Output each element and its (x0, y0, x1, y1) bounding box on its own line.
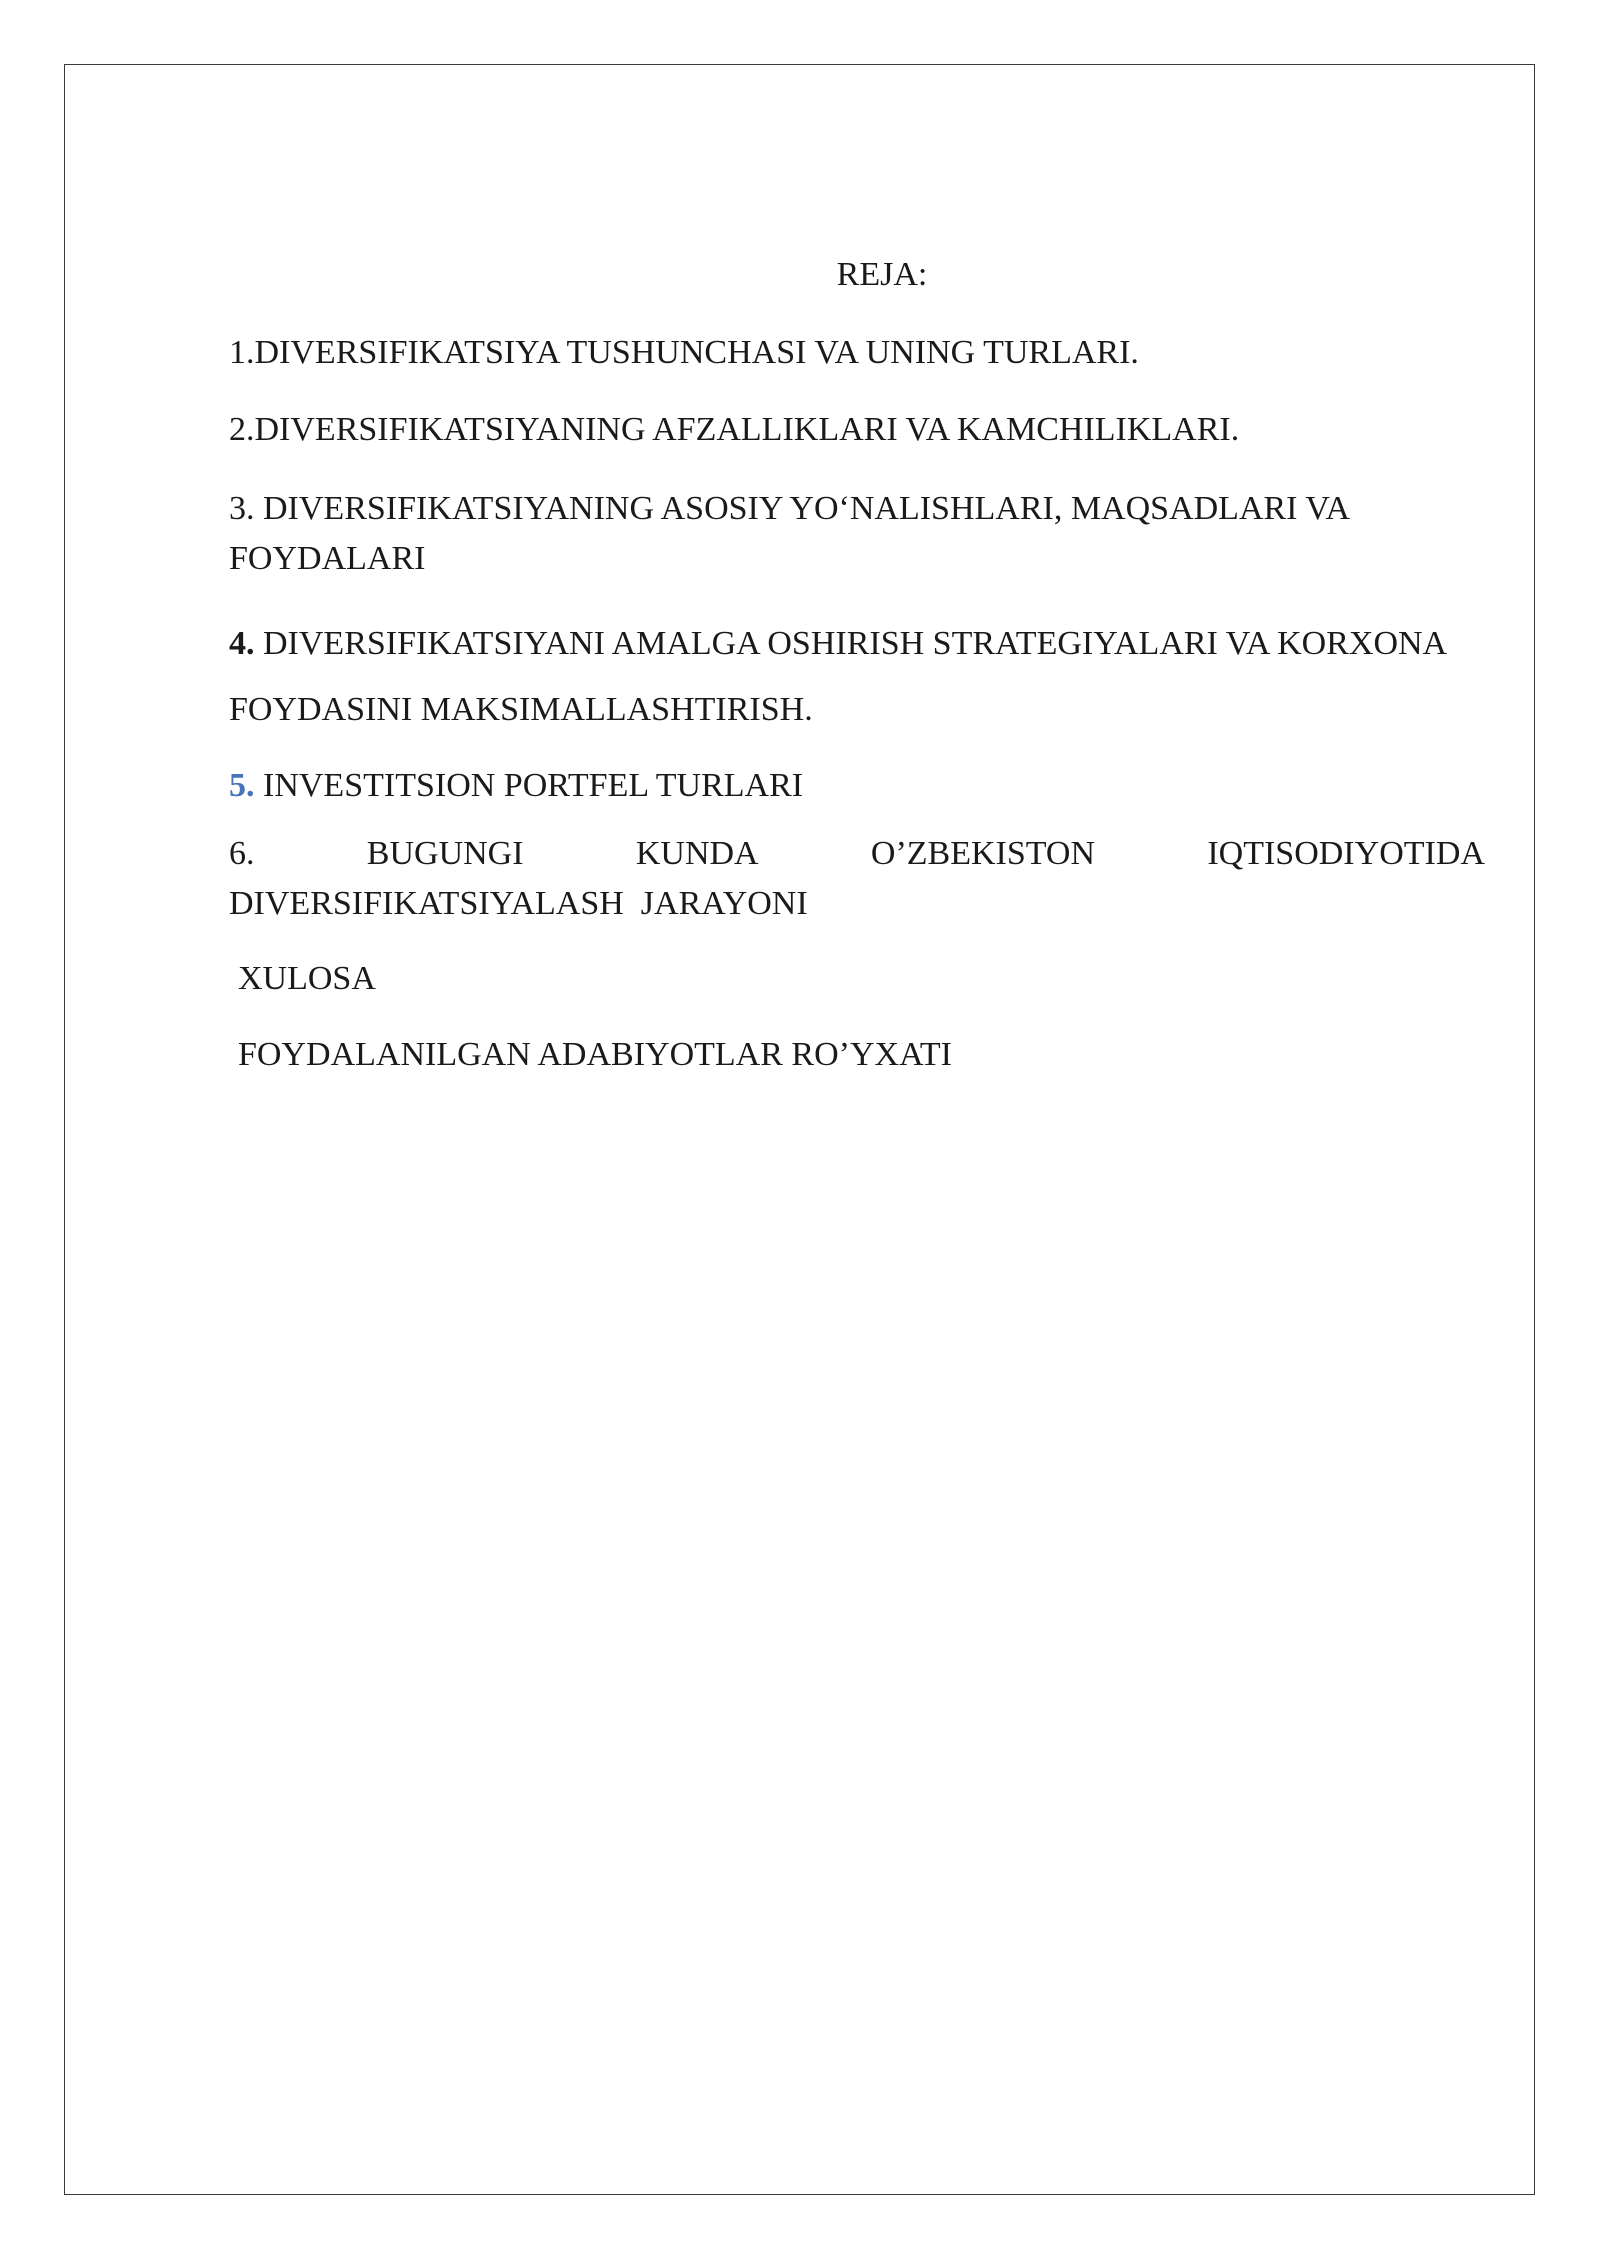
list-item-5-number: 5. (229, 767, 255, 804)
list-item-6-number: 6. (229, 835, 255, 872)
list-item-3 (229, 484, 1485, 584)
list-item-4 (229, 611, 1485, 743)
list-item-6-word: IQTISODIYOTIDA (1207, 835, 1485, 872)
list-item-3-number: 3. (229, 490, 255, 527)
list-item-3-text: DIVERSIFIKATSIYANING ASOSIY YO‘NALISHLARI, MAQSADLARI VA FOYDALARI (229, 490, 1349, 577)
literature-item: FOYDALANILGAN ADABIYOTLAR RO’YXATI (238, 1036, 952, 1073)
list-item-2 (229, 405, 1485, 455)
list-item-6-word: KUNDA (635, 835, 759, 872)
list-item-6-line-2: DIVERSIFIKATSIYALASH JARAYONI (229, 885, 808, 922)
list-item-5-text: INVESTITSION PORTFEL TURLARI (254, 767, 804, 804)
list-item-2-text: DIVERSIFIKATSIYANING AFZALLIKLARI VA KAMCHILIKLARI. (254, 411, 1240, 448)
document-content (229, 250, 1485, 1080)
conclusion-item: XULOSA (238, 960, 376, 997)
list-item-6-word: O’ZBEKISTON (870, 835, 1096, 872)
list-item-6-line-1 (229, 829, 1485, 879)
list-item-4-number: 4. (229, 625, 255, 662)
list-item-5 (229, 761, 1485, 811)
list-item-1-number: 1. (229, 334, 255, 371)
list-item-4-text: DIVERSIFIKATSIYANI AMALGA OSHIRISH STRATEGIYALARI VA KORXONA FOYDASINI MAKSIMALLASHTIRISH. (229, 625, 1446, 728)
page-title: REJA: (836, 256, 928, 293)
list-item-1 (229, 328, 1485, 378)
list-item-6 (229, 829, 1485, 929)
list-item-1-text: DIVERSIFIKATSIYA TUSHUNCHASI VA UNING TURLARI. (254, 334, 1139, 371)
list-item-2-number: 2. (229, 411, 255, 448)
list-item-6-word: BUGUNGI (366, 835, 524, 872)
